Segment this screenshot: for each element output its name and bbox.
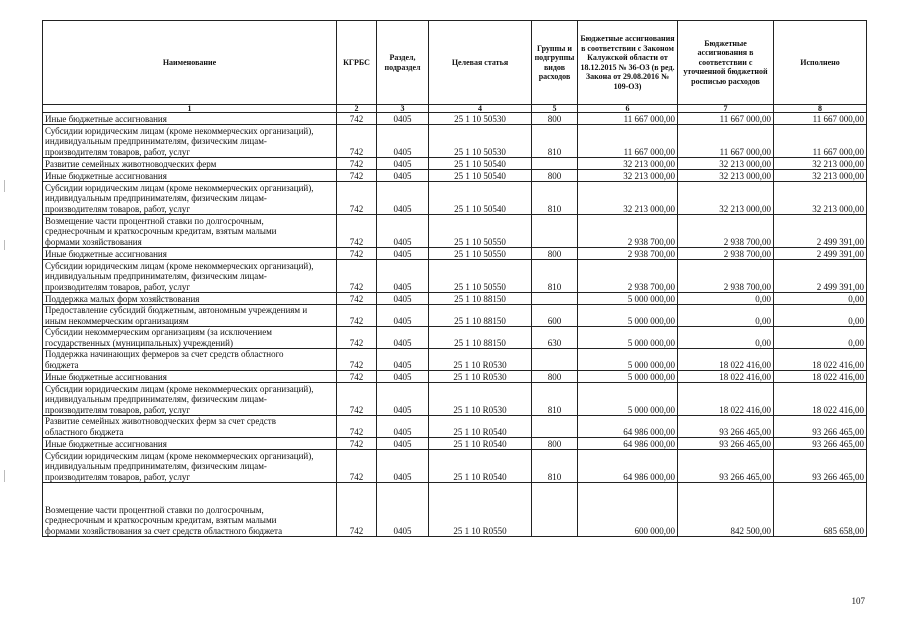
table-row bbox=[43, 125, 867, 158]
row-razdel: 0405 bbox=[377, 215, 429, 248]
col-number: 7 bbox=[678, 105, 774, 113]
row-target-article: 25 1 10 50530 bbox=[429, 113, 532, 125]
row-expense-type: 600 bbox=[532, 305, 578, 327]
table-row bbox=[43, 293, 867, 305]
table-row bbox=[43, 170, 867, 182]
header-razdel: Раздел, подраздел bbox=[377, 21, 429, 105]
row-name: Предоставление субсидий бюджетным, автономным учреждениям и иным некоммерческим организациям bbox=[43, 305, 337, 327]
row-expense-type: 800 bbox=[532, 170, 578, 182]
row-executed: 2 499 391,00 bbox=[774, 215, 867, 248]
row-target-article: 25 1 10 50550 bbox=[429, 215, 532, 248]
row-razdel: 0405 bbox=[377, 170, 429, 182]
row-law-allocation: 32 213 000,00 bbox=[578, 158, 678, 170]
row-kgrbs: 742 bbox=[337, 248, 377, 260]
row-expense-type bbox=[532, 215, 578, 248]
row-target-article: 25 1 10 88150 bbox=[429, 293, 532, 305]
row-name: Возмещение части процентной ставки по долгосрочным, среднесрочным и краткосрочным кредитам, взятым малыми формами хозяйствования bbox=[43, 215, 337, 248]
row-name: Субсидии некоммерческим организациям (за исключением государственных (муниципальных) учреждений) bbox=[43, 327, 337, 349]
row-revised-allocation: 32 213 000,00 bbox=[678, 170, 774, 182]
table-row bbox=[43, 349, 867, 371]
table-row bbox=[43, 383, 867, 416]
row-revised-allocation: 0,00 bbox=[678, 327, 774, 349]
row-kgrbs: 742 bbox=[337, 182, 377, 215]
row-expense-type: 800 bbox=[532, 438, 578, 450]
table-row bbox=[43, 215, 867, 248]
row-executed: 2 499 391,00 bbox=[774, 260, 867, 293]
row-kgrbs: 742 bbox=[337, 349, 377, 371]
row-revised-allocation: 93 266 465,00 bbox=[678, 416, 774, 438]
row-revised-allocation: 32 213 000,00 bbox=[678, 158, 774, 170]
column-number-row bbox=[43, 105, 867, 113]
row-target-article: 25 1 10 R0530 bbox=[429, 349, 532, 371]
row-executed: 93 266 465,00 bbox=[774, 416, 867, 438]
row-razdel: 0405 bbox=[377, 327, 429, 349]
page-number: 107 bbox=[851, 596, 865, 606]
row-razdel: 0405 bbox=[377, 371, 429, 383]
row-razdel: 0405 bbox=[377, 416, 429, 438]
row-expense-type: 800 bbox=[532, 371, 578, 383]
row-executed: 0,00 bbox=[774, 293, 867, 305]
row-law-allocation: 5 000 000,00 bbox=[578, 327, 678, 349]
row-law-allocation: 2 938 700,00 bbox=[578, 248, 678, 260]
row-law-allocation: 11 667 000,00 bbox=[578, 113, 678, 125]
row-name: Развитие семейных животноводческих ферм bbox=[43, 158, 337, 170]
table-row bbox=[43, 327, 867, 349]
row-executed: 0,00 bbox=[774, 327, 867, 349]
row-kgrbs: 742 bbox=[337, 215, 377, 248]
row-target-article: 25 1 10 R0550 bbox=[429, 483, 532, 537]
row-expense-type: 800 bbox=[532, 113, 578, 125]
row-revised-allocation: 2 938 700,00 bbox=[678, 260, 774, 293]
scan-mark bbox=[4, 470, 5, 482]
row-target-article: 25 1 10 88150 bbox=[429, 305, 532, 327]
row-revised-allocation: 18 022 416,00 bbox=[678, 383, 774, 416]
row-razdel: 0405 bbox=[377, 113, 429, 125]
col-number: 3 bbox=[377, 105, 429, 113]
header-name: Наименование bbox=[43, 21, 337, 105]
row-kgrbs: 742 bbox=[337, 438, 377, 450]
row-name: Субсидии юридическим лицам (кроме некоммерческих организаций), индивидуальным предпринимателям, физическим лицам- производителям товаров, работ, услуг bbox=[43, 450, 337, 483]
row-name: Развитие семейных животноводческих ферм за счет средств областного бюджета bbox=[43, 416, 337, 438]
row-kgrbs: 742 bbox=[337, 158, 377, 170]
row-law-allocation: 32 213 000,00 bbox=[578, 170, 678, 182]
row-revised-allocation: 93 266 465,00 bbox=[678, 438, 774, 450]
row-revised-allocation: 11 667 000,00 bbox=[678, 125, 774, 158]
row-law-allocation: 32 213 000,00 bbox=[578, 182, 678, 215]
row-razdel: 0405 bbox=[377, 158, 429, 170]
row-target-article: 25 1 10 88150 bbox=[429, 327, 532, 349]
row-name: Поддержка малых форм хозяйствования bbox=[43, 293, 337, 305]
row-executed: 93 266 465,00 bbox=[774, 438, 867, 450]
row-razdel: 0405 bbox=[377, 248, 429, 260]
row-expense-type: 810 bbox=[532, 383, 578, 416]
row-razdel: 0405 bbox=[377, 260, 429, 293]
table-row bbox=[43, 305, 867, 327]
row-law-allocation: 2 938 700,00 bbox=[578, 260, 678, 293]
row-revised-allocation: 32 213 000,00 bbox=[678, 182, 774, 215]
table-row bbox=[43, 450, 867, 483]
row-target-article: 25 1 10 50550 bbox=[429, 260, 532, 293]
col-number: 2 bbox=[337, 105, 377, 113]
row-kgrbs: 742 bbox=[337, 305, 377, 327]
row-name: Иные бюджетные ассигнования bbox=[43, 113, 337, 125]
table-body bbox=[43, 113, 867, 537]
row-law-allocation: 2 938 700,00 bbox=[578, 215, 678, 248]
row-target-article: 25 1 10 50550 bbox=[429, 248, 532, 260]
row-revised-allocation: 18 022 416,00 bbox=[678, 349, 774, 371]
row-expense-type bbox=[532, 416, 578, 438]
row-executed: 11 667 000,00 bbox=[774, 125, 867, 158]
row-kgrbs: 742 bbox=[337, 383, 377, 416]
row-law-allocation: 11 667 000,00 bbox=[578, 125, 678, 158]
row-executed: 685 658,00 bbox=[774, 483, 867, 537]
row-revised-allocation: 2 938 700,00 bbox=[678, 248, 774, 260]
row-executed: 93 266 465,00 bbox=[774, 450, 867, 483]
row-expense-type bbox=[532, 158, 578, 170]
row-law-allocation: 600 000,00 bbox=[578, 483, 678, 537]
row-executed: 32 213 000,00 bbox=[774, 170, 867, 182]
row-razdel: 0405 bbox=[377, 125, 429, 158]
row-razdel: 0405 bbox=[377, 383, 429, 416]
row-name: Субсидии юридическим лицам (кроме некоммерческих организаций), индивидуальным предпринимателям, физическим лицам- производителям товаров, работ, услуг bbox=[43, 260, 337, 293]
row-target-article: 25 1 10 50540 bbox=[429, 170, 532, 182]
row-kgrbs: 742 bbox=[337, 450, 377, 483]
scan-mark bbox=[4, 240, 5, 250]
row-expense-type: 810 bbox=[532, 125, 578, 158]
row-executed: 0,00 bbox=[774, 305, 867, 327]
row-kgrbs: 742 bbox=[337, 371, 377, 383]
row-razdel: 0405 bbox=[377, 438, 429, 450]
row-revised-allocation: 842 500,00 bbox=[678, 483, 774, 537]
row-expense-type bbox=[532, 349, 578, 371]
table-row bbox=[43, 260, 867, 293]
row-kgrbs: 742 bbox=[337, 483, 377, 537]
row-expense-type: 810 bbox=[532, 260, 578, 293]
row-law-allocation: 64 986 000,00 bbox=[578, 450, 678, 483]
row-target-article: 25 1 10 50540 bbox=[429, 158, 532, 170]
row-target-article: 25 1 10 R0530 bbox=[429, 383, 532, 416]
col-number: 6 bbox=[578, 105, 678, 113]
row-law-allocation: 5 000 000,00 bbox=[578, 383, 678, 416]
row-name: Иные бюджетные ассигнования bbox=[43, 371, 337, 383]
table-row bbox=[43, 248, 867, 260]
row-revised-allocation: 0,00 bbox=[678, 293, 774, 305]
scan-mark bbox=[4, 180, 5, 192]
row-expense-type bbox=[532, 293, 578, 305]
budget-sheet bbox=[42, 20, 867, 537]
row-target-article: 25 1 10 R0540 bbox=[429, 416, 532, 438]
row-kgrbs: 742 bbox=[337, 260, 377, 293]
row-revised-allocation: 11 667 000,00 bbox=[678, 113, 774, 125]
row-expense-type: 800 bbox=[532, 248, 578, 260]
header-kgrbs: КГРБС bbox=[337, 21, 377, 105]
row-revised-allocation: 18 022 416,00 bbox=[678, 371, 774, 383]
row-razdel: 0405 bbox=[377, 450, 429, 483]
row-executed: 2 499 391,00 bbox=[774, 248, 867, 260]
header-revised-allocations: Бюджетные ассигнования в соответствии с уточненной бюджетной росписью расходов bbox=[678, 21, 774, 105]
col-number: 5 bbox=[532, 105, 578, 113]
row-name: Возмещение части процентной ставки по долгосрочным, среднесрочным и краткосрочным кредитам, взятым малыми формами хозяйствования за счет средств областного бюджета bbox=[43, 483, 337, 537]
table-row bbox=[43, 483, 867, 537]
row-expense-type: 810 bbox=[532, 182, 578, 215]
col-number: 8 bbox=[774, 105, 867, 113]
row-name: Субсидии юридическим лицам (кроме некоммерческих организаций), индивидуальным предпринимателям, физическим лицам- производителям товаров, работ, услуг bbox=[43, 383, 337, 416]
row-law-allocation: 5 000 000,00 bbox=[578, 305, 678, 327]
row-name: Иные бюджетные ассигнования bbox=[43, 248, 337, 260]
row-kgrbs: 742 bbox=[337, 113, 377, 125]
row-target-article: 25 1 10 R0540 bbox=[429, 438, 532, 450]
row-razdel: 0405 bbox=[377, 293, 429, 305]
row-razdel: 0405 bbox=[377, 305, 429, 327]
row-expense-type bbox=[532, 483, 578, 537]
row-kgrbs: 742 bbox=[337, 416, 377, 438]
table-row bbox=[43, 438, 867, 450]
row-revised-allocation: 2 938 700,00 bbox=[678, 215, 774, 248]
table-row bbox=[43, 416, 867, 438]
row-name: Поддержка начинающих фермеров за счет средств областного бюджета bbox=[43, 349, 337, 371]
table-row bbox=[43, 158, 867, 170]
row-target-article: 25 1 10 50540 bbox=[429, 182, 532, 215]
table-row bbox=[43, 113, 867, 125]
header-row bbox=[43, 21, 867, 105]
row-executed: 32 213 000,00 bbox=[774, 182, 867, 215]
row-executed: 18 022 416,00 bbox=[774, 371, 867, 383]
row-target-article: 25 1 10 50530 bbox=[429, 125, 532, 158]
row-razdel: 0405 bbox=[377, 483, 429, 537]
budget-table bbox=[42, 20, 867, 537]
header-executed: Исполнено bbox=[774, 21, 867, 105]
row-kgrbs: 742 bbox=[337, 125, 377, 158]
table-row bbox=[43, 182, 867, 215]
row-expense-type: 630 bbox=[532, 327, 578, 349]
row-law-allocation: 5 000 000,00 bbox=[578, 371, 678, 383]
header-target-article: Целевая статья bbox=[429, 21, 532, 105]
row-razdel: 0405 bbox=[377, 349, 429, 371]
row-name: Иные бюджетные ассигнования bbox=[43, 170, 337, 182]
row-kgrbs: 742 bbox=[337, 170, 377, 182]
row-name: Субсидии юридическим лицам (кроме некоммерческих организаций), индивидуальным предпринимателям, физическим лицам- производителям товаров, работ, услуг bbox=[43, 125, 337, 158]
row-law-allocation: 5 000 000,00 bbox=[578, 349, 678, 371]
row-revised-allocation: 0,00 bbox=[678, 305, 774, 327]
row-target-article: 25 1 10 R0530 bbox=[429, 371, 532, 383]
row-razdel: 0405 bbox=[377, 182, 429, 215]
row-executed: 18 022 416,00 bbox=[774, 349, 867, 371]
row-executed: 32 213 000,00 bbox=[774, 158, 867, 170]
col-number: 1 bbox=[43, 105, 337, 113]
row-law-allocation: 5 000 000,00 bbox=[578, 293, 678, 305]
row-name: Иные бюджетные ассигнования bbox=[43, 438, 337, 450]
row-law-allocation: 64 986 000,00 bbox=[578, 416, 678, 438]
header-law-allocations: Бюджетные ассигнования в соответствии с Законом Калужской области от 18.12.2015 № 36-ОЗ (в ред. Закона от 29.08.2016 № 109-ОЗ) bbox=[578, 21, 678, 105]
row-kgrbs: 742 bbox=[337, 293, 377, 305]
row-revised-allocation: 93 266 465,00 bbox=[678, 450, 774, 483]
table-row bbox=[43, 371, 867, 383]
row-executed: 18 022 416,00 bbox=[774, 383, 867, 416]
row-law-allocation: 64 986 000,00 bbox=[578, 438, 678, 450]
col-number: 4 bbox=[429, 105, 532, 113]
row-name: Субсидии юридическим лицам (кроме некоммерческих организаций), индивидуальным предпринимателям, физическим лицам- производителям товаров, работ, услуг bbox=[43, 182, 337, 215]
row-expense-type: 810 bbox=[532, 450, 578, 483]
row-kgrbs: 742 bbox=[337, 327, 377, 349]
header-expense-groups: Группы и подгруппы видов расходов bbox=[532, 21, 578, 105]
row-target-article: 25 1 10 R0540 bbox=[429, 450, 532, 483]
row-executed: 11 667 000,00 bbox=[774, 113, 867, 125]
